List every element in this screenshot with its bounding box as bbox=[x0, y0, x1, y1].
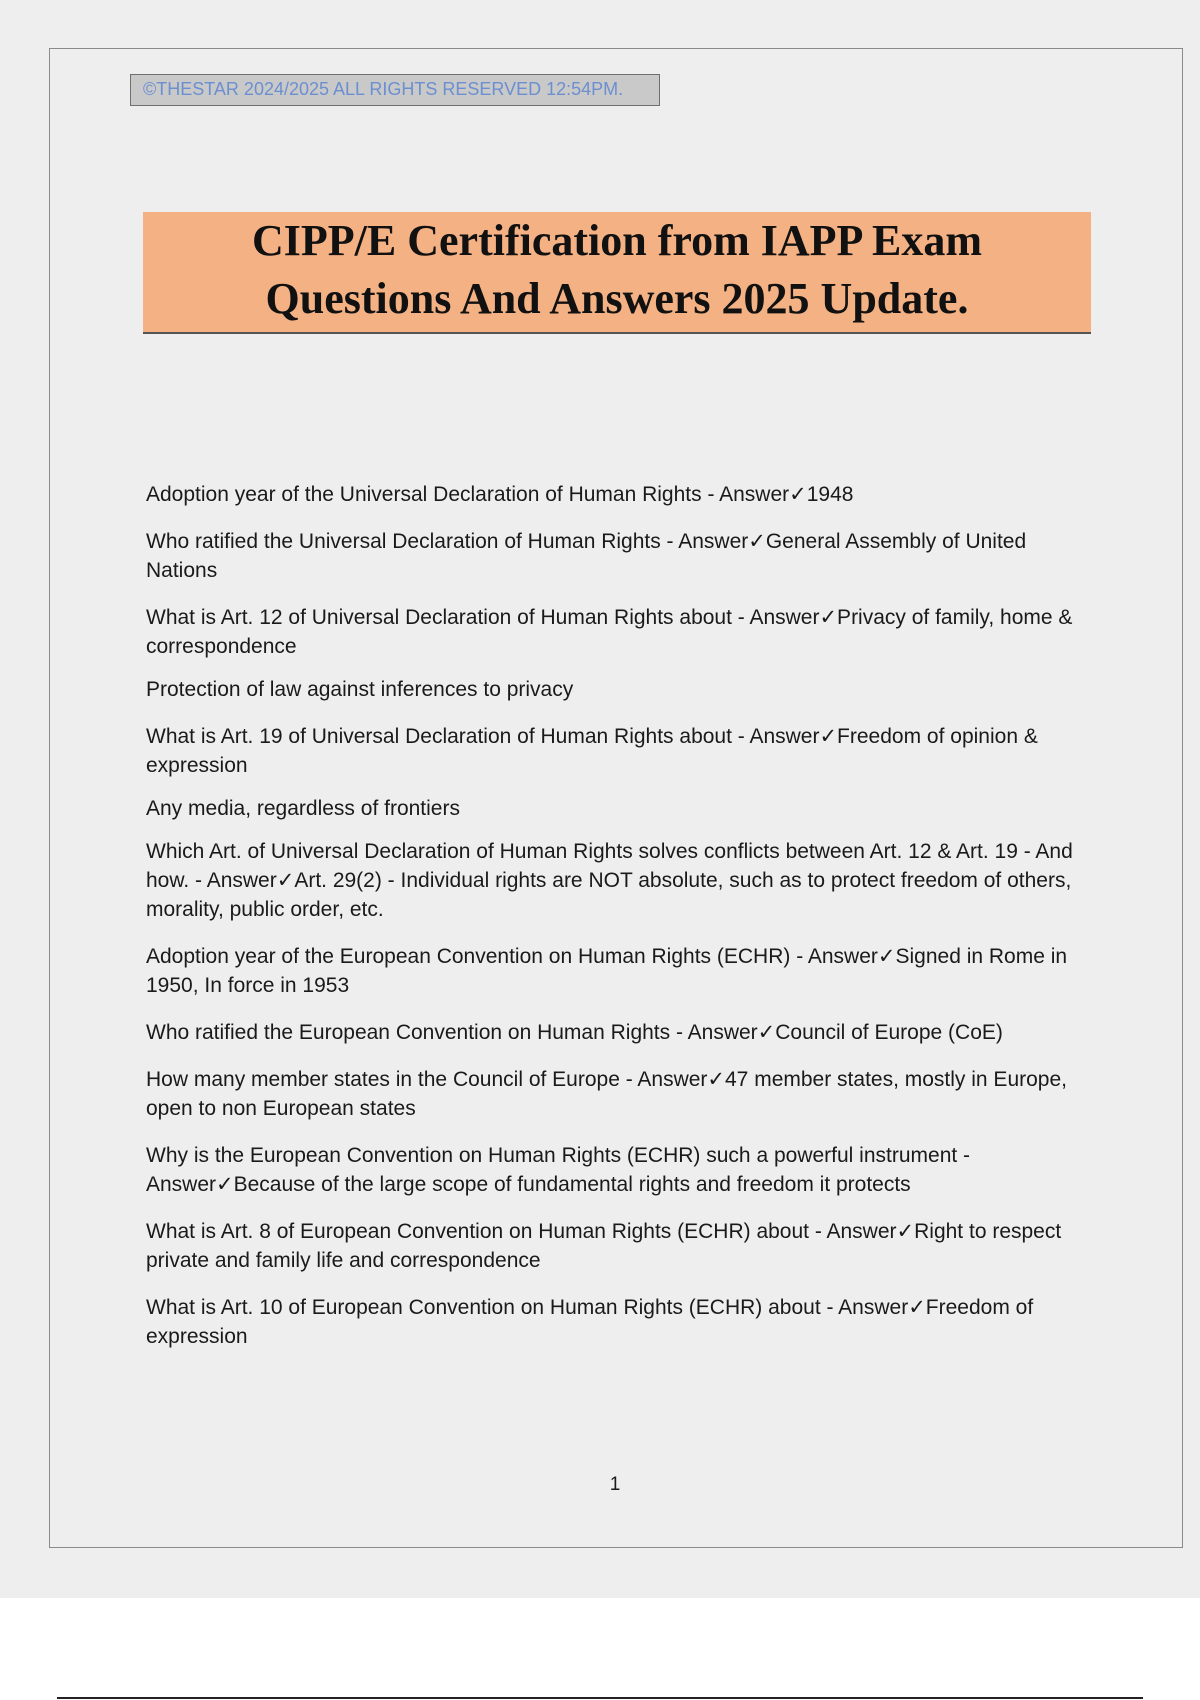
qa-item: Adoption year of the Universal Declaration of Human Rights - Answer✓1948 bbox=[146, 483, 854, 506]
qa-item: Which Art. of Universal Declaration of Human Rights solves conflicts between Art. 12 & Art. 19 - And how. - Answer✓Art. 29(2) - Individual rights are NOT absolute, such as to protect freedom of others, morality, public order, etc. bbox=[146, 840, 1073, 921]
title-line-2: Questions And Answers 2025 Update. bbox=[265, 274, 969, 323]
document-title bbox=[143, 212, 1091, 334]
qa-item: What is Art. 19 of Universal Declaration of Human Rights about - Answer✓Freedom of opinion & expression bbox=[146, 725, 1038, 777]
qa-item: Why is the European Convention on Human Rights (ECHR) such a powerful instrument - Answer✓Because of the large scope of fundamental rights and freedom it protects bbox=[146, 1144, 971, 1196]
qa-item: What is Art. 12 of Universal Declaration of Human Rights about - Answer✓Privacy of family, home & correspondence bbox=[146, 606, 1073, 658]
qa-item: Any media, regardless of frontiers bbox=[146, 797, 460, 820]
title-line-1: CIPP/E Certification from IAPP Exam bbox=[252, 216, 982, 265]
qa-list bbox=[146, 480, 1096, 1369]
copyright-watermark: ©THESTAR 2024/2025 ALL RIGHTS RESERVED 12:54PM. bbox=[130, 74, 660, 106]
qa-item: Adoption year of the European Convention on Human Rights (ECHR) - Answer✓Signed in Rome in 1950, In force in 1953 bbox=[146, 945, 1068, 997]
qa-item: What is Art. 8 of European Convention on Human Rights (ECHR) about - Answer✓Right to respect private and family life and correspondence bbox=[146, 1220, 1062, 1272]
qa-item: Protection of law against inferences to privacy bbox=[146, 678, 574, 701]
qa-item: Who ratified the European Convention on Human Rights - Answer✓Council of Europe (CoE) bbox=[146, 1021, 1003, 1044]
qa-item: What is Art. 10 of European Convention on Human Rights (ECHR) about - Answer✓Freedom of expression bbox=[146, 1296, 1034, 1348]
qa-item: Who ratified the Universal Declaration of Human Rights - Answer✓General Assembly of United Nations bbox=[146, 530, 1027, 582]
page-number: 1 bbox=[609, 1474, 621, 1495]
qa-item: How many member states in the Council of Europe - Answer✓47 member states, mostly in Europe, open to non European states bbox=[146, 1068, 1067, 1120]
next-page-rule bbox=[57, 1697, 1143, 1699]
